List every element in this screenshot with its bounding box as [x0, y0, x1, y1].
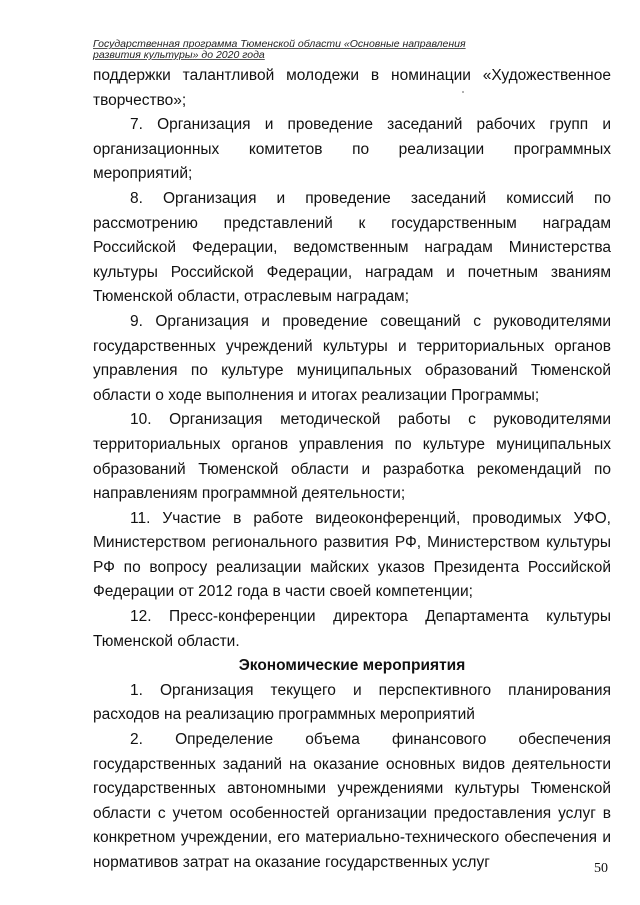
running-header-line-2: развития культуры» до 2020 года — [93, 49, 265, 61]
running-header-line-1: Государственная программа Тюменской области «Основные направления — [93, 38, 466, 50]
paragraph-continuation: поддержки талантливой молодежи в номинации «Художественное творчество»; — [93, 67, 611, 109]
paragraph-item-8: 8. Организация и проведение заседаний комиссий по рассмотрению представлений к государственным наградам Российской Федерации, ведомственным наградам Министерства культуры Российской Федерации, наградам и почетным званиям Тюменской области, отраслевым наградам; — [93, 189, 611, 306]
section-heading: Экономические мероприятия — [238, 657, 466, 675]
paragraph-item-7: 7. Организация и проведение заседаний рабочих групп и организационных комитетов по реализации программных мероприятий; — [93, 116, 611, 183]
economic-item-1: 1. Организация текущего и перспективного планирования расходов на реализацию программных мероприятий — [93, 681, 611, 724]
document-body — [93, 64, 611, 876]
paragraph-item-11: 11. Участие в работе видеоконференций, проводимых УФО, Министерством регионального развития РФ, Министерством культуры РФ по вопросу реализации майских указов Президента Российской Федерации от 2012 года в части своей компетенции; — [93, 509, 611, 601]
paragraph-item-9: 9. Организация и проведение совещаний с руководителями государственных учреждений культуры и территориальных органов управления по культуре муниципальных образований Тюменской области о ходе выполнения и итогах реализации Программы; — [93, 312, 611, 404]
page-number: 50 — [594, 861, 608, 876]
economic-item-2: 2. Определение объема финансового обеспечения государственных заданий на оказание основных видов деятельности государственных автономными учреждениями культуры Тюменской области с учетом особенностей организации предоставления услуг в конкретном учреждении, его материально-технического обеспечения и нормативов затрат на оказание государственных услуг — [93, 731, 611, 871]
paragraph-item-10: 10. Организация методической работы с руководителями территориальных органов управления по культуре муниципальных образований Тюменской области и разработка рекомендаций по направлениям программной деятельности; — [93, 411, 611, 503]
paragraph-item-12: 12. Пресс-конференции директора Департамента культуры Тюменской области. — [93, 608, 611, 650]
running-header — [93, 38, 466, 61]
